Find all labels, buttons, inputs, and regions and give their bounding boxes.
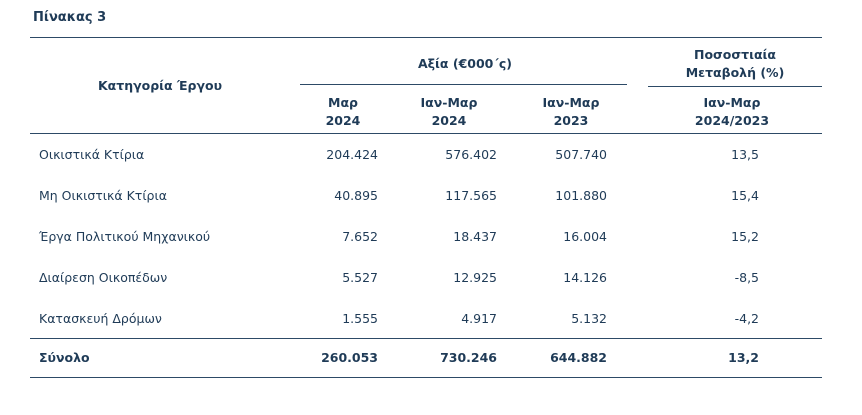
table-bottom-rule <box>30 377 822 378</box>
header-change-line2: Μεταβολή (%) <box>685 65 785 80</box>
change-group-underline <box>648 86 822 87</box>
header-change-line1: Ποσοστιαία <box>693 47 776 62</box>
row-category: Διαίρεση Οικοπέδων <box>39 270 168 285</box>
row-jan-mar-2024: 12.925 <box>453 270 497 285</box>
header-col4-line2: 2024/2023 <box>694 113 770 128</box>
row-jan-mar-2023: 14.126 <box>563 270 607 285</box>
row-category: Έργα Πολιτικού Μηχανικού <box>39 229 211 244</box>
header-col2-line1: Ιαν-Μαρ <box>420 95 478 110</box>
row-jan-mar-2023: 507.740 <box>555 147 607 162</box>
value-group-underline <box>300 84 627 85</box>
header-bottom-rule <box>30 133 822 134</box>
row-change: 15,2 <box>731 229 759 244</box>
row-jan-mar-2023: 16.004 <box>563 229 607 244</box>
header-col-change <box>672 94 792 130</box>
total-top-rule <box>30 338 822 339</box>
row-jan-mar-2023: 5.132 <box>571 311 607 326</box>
row-change: 15,4 <box>731 188 759 203</box>
row-jan-mar-2024: 18.437 <box>453 229 497 244</box>
row-change: -4,2 <box>734 311 759 326</box>
header-col1-line2: 2024 <box>325 113 361 128</box>
row-jan-mar-2024: 4.917 <box>461 311 497 326</box>
row-change: -8,5 <box>734 270 759 285</box>
header-value-group: Αξία (€000΄ς) <box>417 56 512 71</box>
header-col2-line2: 2024 <box>431 113 467 128</box>
total-jan-mar-2024: 730.246 <box>440 350 497 365</box>
header-col-mar-2024 <box>303 94 383 130</box>
row-category: Κατασκευή Δρόμων <box>39 311 162 326</box>
header-category: Κατηγορία Έργου <box>97 78 223 93</box>
header-col3-line2: 2023 <box>553 113 589 128</box>
table-caption: Πίνακας 3 <box>33 10 107 25</box>
total-change: 13,2 <box>728 350 759 365</box>
row-jan-mar-2024: 117.565 <box>445 188 497 203</box>
header-col4-line1: Ιαν-Μαρ <box>703 95 761 110</box>
header-col3-line1: Ιαν-Μαρ <box>542 95 600 110</box>
row-mar-2024: 40.895 <box>334 188 378 203</box>
row-mar-2024: 204.424 <box>326 147 378 162</box>
row-mar-2024: 1.555 <box>342 311 378 326</box>
total-label: Σύνολο <box>39 350 90 365</box>
header-col-jan-mar-2023 <box>526 94 616 130</box>
row-category: Μη Οικιστικά Κτίρια <box>39 188 167 203</box>
total-mar-2024: 260.053 <box>321 350 378 365</box>
row-change: 13,5 <box>731 147 759 162</box>
row-mar-2024: 5.527 <box>342 270 378 285</box>
header-change-group <box>660 46 810 82</box>
total-jan-mar-2023: 644.882 <box>550 350 607 365</box>
header-col1-line1: Μαρ <box>328 95 358 110</box>
row-jan-mar-2024: 576.402 <box>445 147 497 162</box>
header-col-jan-mar-2024 <box>404 94 494 130</box>
row-category: Οικιστικά Κτίρια <box>39 147 145 162</box>
row-mar-2024: 7.652 <box>342 229 378 244</box>
row-jan-mar-2023: 101.880 <box>555 188 607 203</box>
table-top-rule <box>30 37 822 38</box>
